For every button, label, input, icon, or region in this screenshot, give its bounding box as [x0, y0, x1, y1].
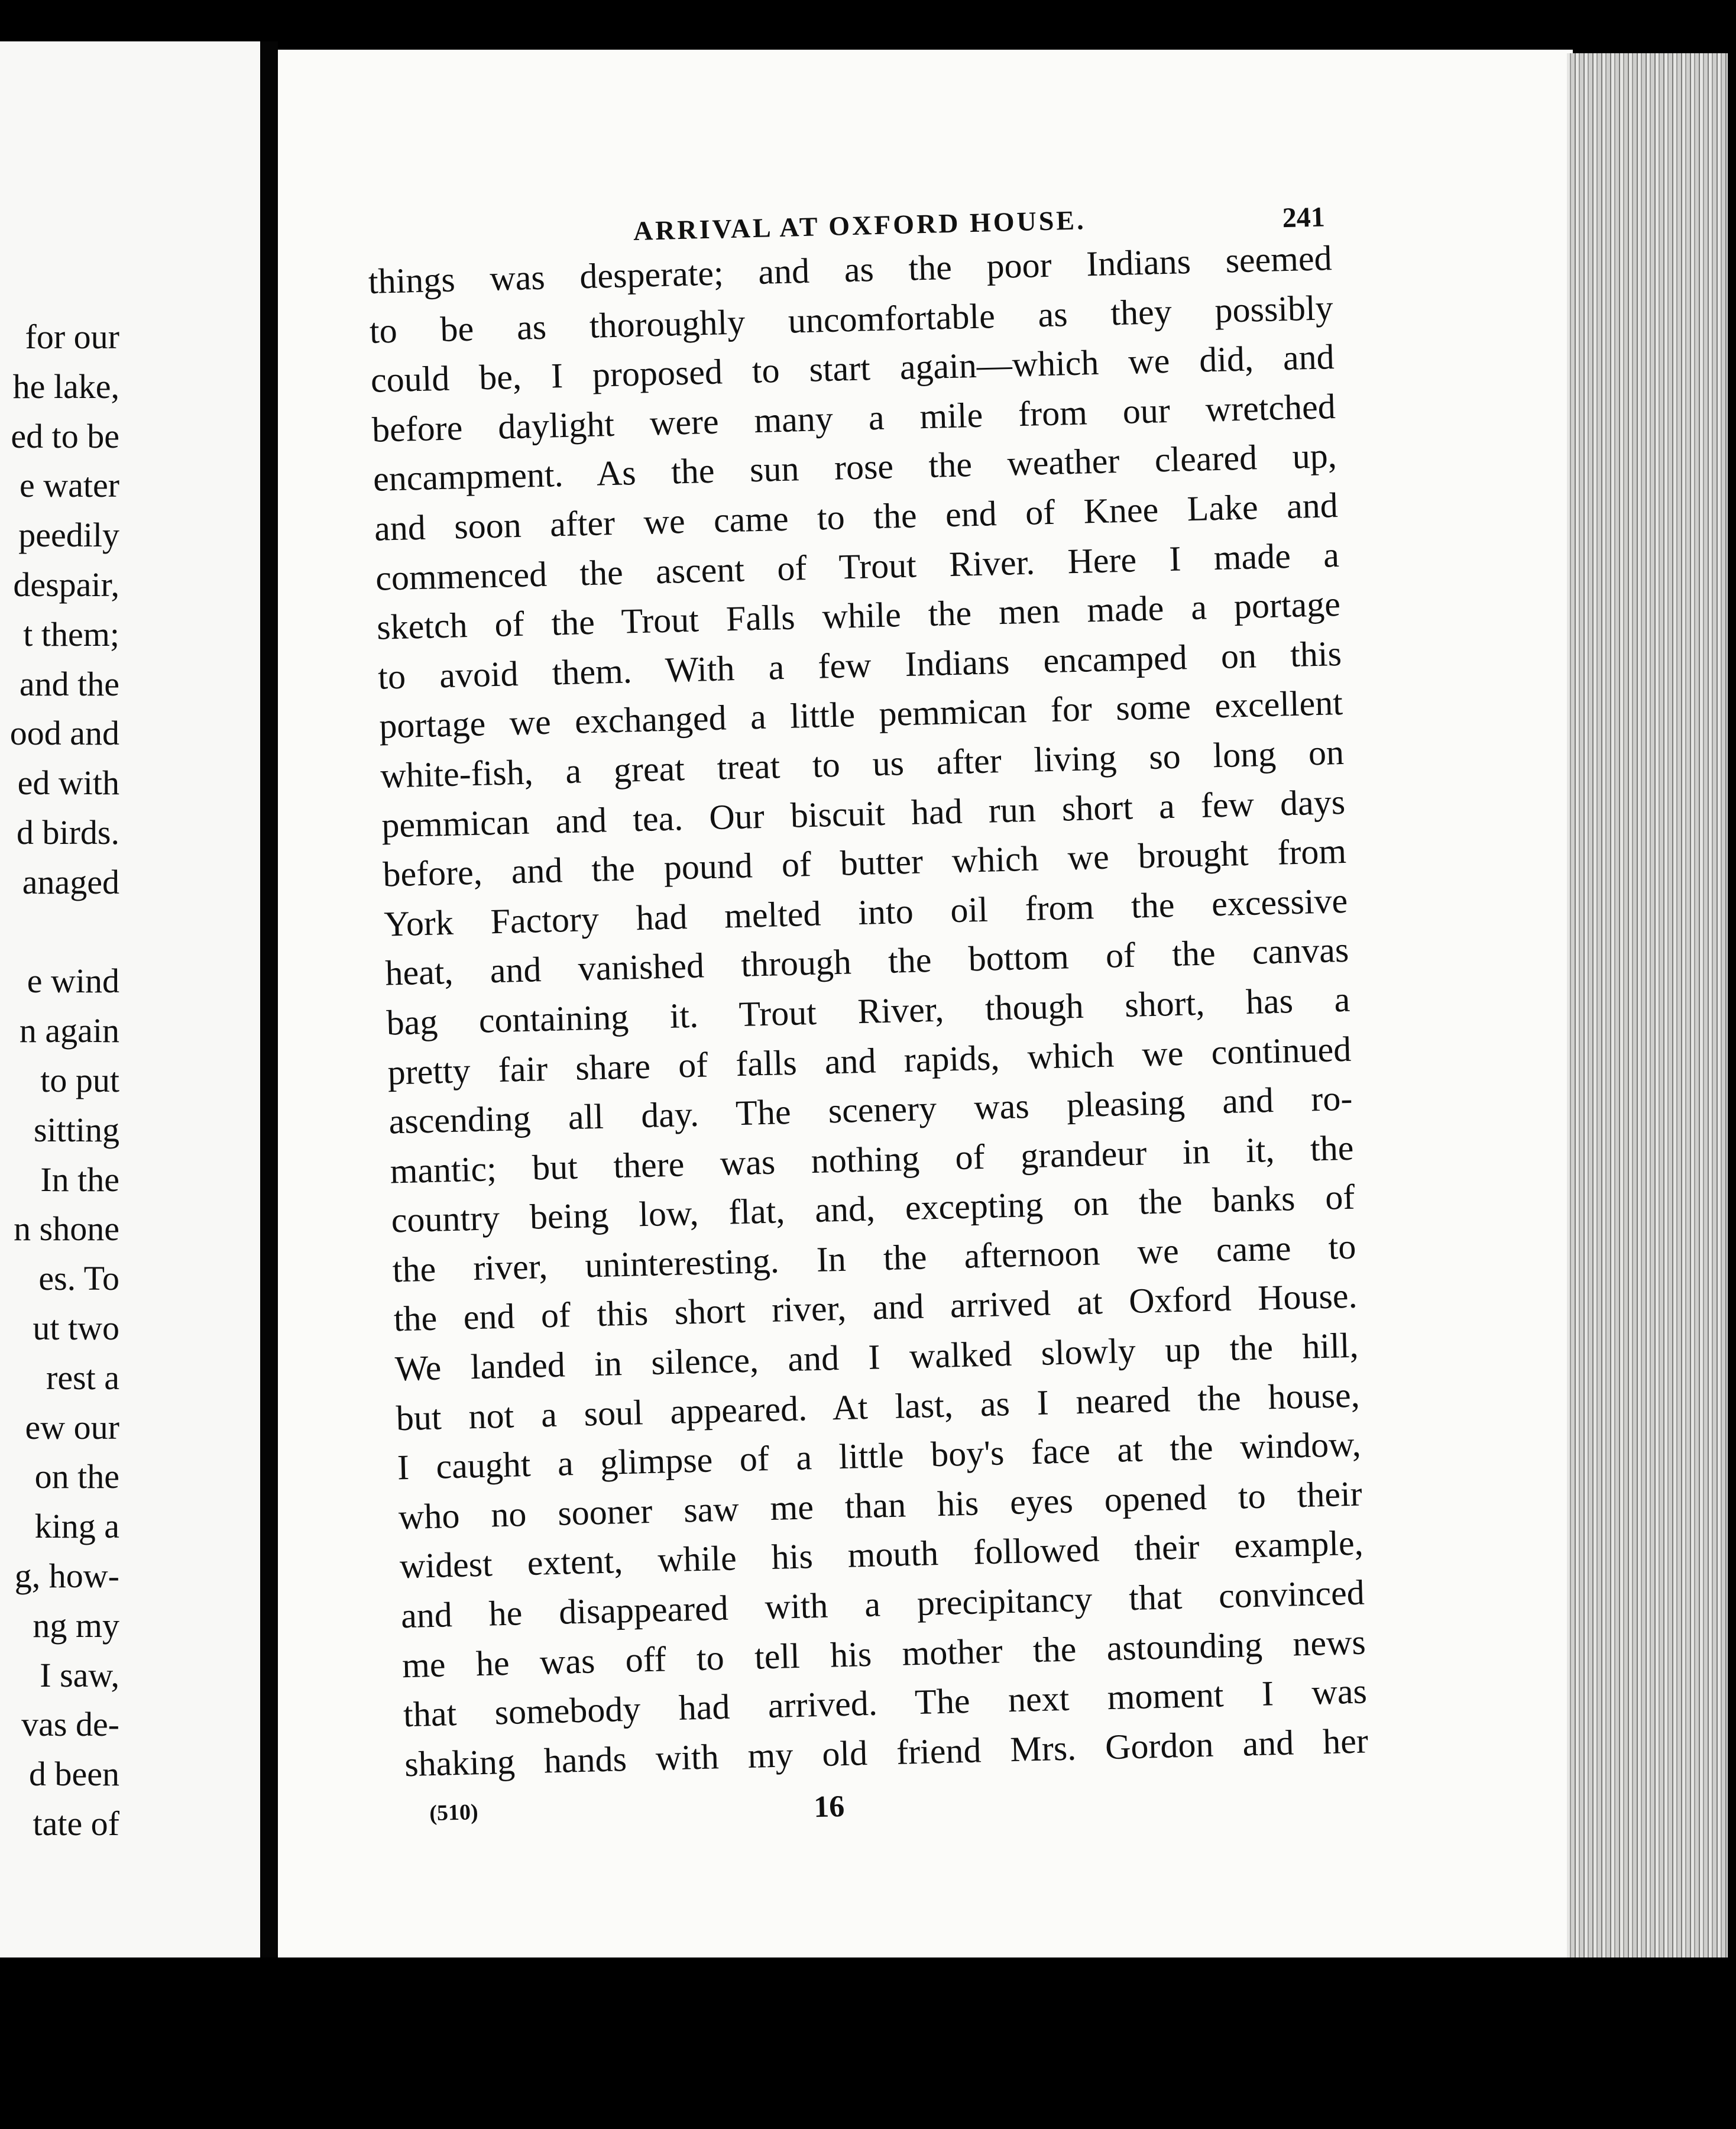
text-line: heat, and vanished through the bottom of the canvas	[384, 930, 1349, 993]
running-title: ARRIVAL AT OXFORD HOUSE.	[633, 205, 1087, 246]
text-line: me he was off to tell his mother the astounding news	[401, 1622, 1366, 1685]
signature-mark: (510)	[429, 1800, 479, 1826]
text-line: pemmican and tea. Our biscuit had run short a few days	[381, 782, 1346, 845]
page-number: 241	[1282, 201, 1326, 234]
text-line: portage we exchanged a little pemmican for some excellent	[378, 683, 1343, 746]
previous-page-line: ed with	[17, 763, 119, 803]
page-fore-edge	[1567, 53, 1728, 1957]
previous-page-line: vas de-	[21, 1705, 119, 1744]
previous-page-line: ed to be	[11, 416, 119, 455]
previous-page-line: d birds.	[17, 813, 119, 852]
previous-page-line: sitting	[33, 1110, 119, 1149]
previous-page-line: anaged	[22, 862, 119, 901]
book-gutter	[260, 41, 278, 1957]
previous-page-line: ut two	[33, 1308, 119, 1347]
text-line: and soon after we came to the end of Knee Lake and	[374, 485, 1339, 548]
previous-page-line: peedily	[18, 516, 119, 555]
text-line: I caught a glimpse of a little boy's face at the window,	[397, 1424, 1362, 1487]
previous-page-line: In the	[40, 1160, 119, 1199]
text-line: ascending all day. The scenery was pleasing and ro-	[388, 1078, 1353, 1141]
previous-page-line: despair,	[13, 565, 119, 604]
previous-page-line: king a	[34, 1507, 119, 1546]
previous-page-line: d been	[29, 1755, 119, 1794]
previous-page-line: for our	[25, 318, 119, 356]
text-line: We landed in silence, and I walked slowly up the hill,	[394, 1325, 1359, 1389]
previous-page-line: e water	[19, 466, 119, 505]
text-line: things was desperate; and as the poor Indians seemed	[368, 238, 1333, 301]
text-line: before daylight were many a mile from our wretched	[371, 386, 1336, 449]
body-text	[368, 234, 1369, 1789]
text-line: and he disappeared with a precipitancy that convinced	[400, 1573, 1365, 1636]
previous-page-line: n again	[19, 1011, 119, 1050]
text-line: to be as thoroughly uncomfortable as they possibly	[369, 287, 1334, 351]
text-line: the end of this short river, and arrived at Oxford House.	[393, 1276, 1358, 1339]
text-line: mantic; but there was nothing of grandeur in it, the	[389, 1128, 1355, 1191]
text-line: sketch of the Trout Falls while the men made a portage	[376, 584, 1341, 647]
previous-page-line: ew our	[25, 1408, 119, 1447]
previous-page-line: tate of	[33, 1804, 119, 1843]
text-line: encampment. As the sun rose the weather cleared up,	[373, 436, 1337, 499]
text-line: white-fish, a great treat to us after living so long on	[380, 732, 1345, 795]
text-line: that somebody had arrived. The next moment I was	[403, 1671, 1368, 1735]
previous-page	[0, 41, 260, 1957]
page-text-block	[367, 186, 1370, 1840]
sheet-number: 16	[813, 1790, 845, 1824]
text-line: country being low, flat, and, excepting on the banks of	[390, 1177, 1356, 1240]
text-line: who no sooner saw me than his eyes opened to their	[398, 1474, 1363, 1537]
previous-page-line: on the	[34, 1457, 119, 1496]
text-line: widest extent, while his mouth followed their example,	[399, 1523, 1364, 1586]
text-line: commenced the ascent of Trout River. Here I made a	[375, 535, 1340, 598]
previous-page-line: I saw,	[40, 1655, 119, 1694]
previous-page-line: g, how-	[14, 1556, 119, 1595]
text-line: York Factory had melted into oil from the excessive	[383, 881, 1348, 944]
text-line: the river, uninteresting. In the afternoon we came to	[391, 1227, 1357, 1290]
previous-page-line: and the	[19, 664, 119, 703]
previous-page-line: n shone	[14, 1209, 119, 1248]
previous-page-line: e wind	[27, 962, 119, 1001]
previous-page-line: ng my	[33, 1606, 119, 1645]
text-line: bag containing it. Trout River, though short, has a	[386, 979, 1350, 1043]
previous-page-line: he lake,	[12, 367, 119, 406]
previous-page-text	[0, 312, 119, 1849]
text-line: to avoid them. With a few Indians encamped on this	[377, 633, 1342, 697]
text-line: but not a soul appeared. At last, as I neared the house,	[396, 1375, 1361, 1438]
text-line: could be, I proposed to start again—which we did, and	[370, 337, 1335, 400]
scan-border	[0, 1957, 1736, 2129]
previous-page-line: to put	[40, 1060, 119, 1099]
text-line: before, and the pound of butter which we brought from	[382, 831, 1347, 894]
previous-page-line	[0, 907, 119, 957]
previous-page-line: t them;	[23, 614, 119, 653]
previous-page-line: es. To	[38, 1259, 119, 1298]
text-line: pretty fair share of falls and rapids, which we continued	[387, 1029, 1352, 1092]
previous-page-line: ood and	[9, 714, 119, 753]
previous-page-line: rest a	[46, 1358, 119, 1397]
text-line: shaking hands with my old friend Mrs. Gordon and her	[404, 1721, 1369, 1784]
